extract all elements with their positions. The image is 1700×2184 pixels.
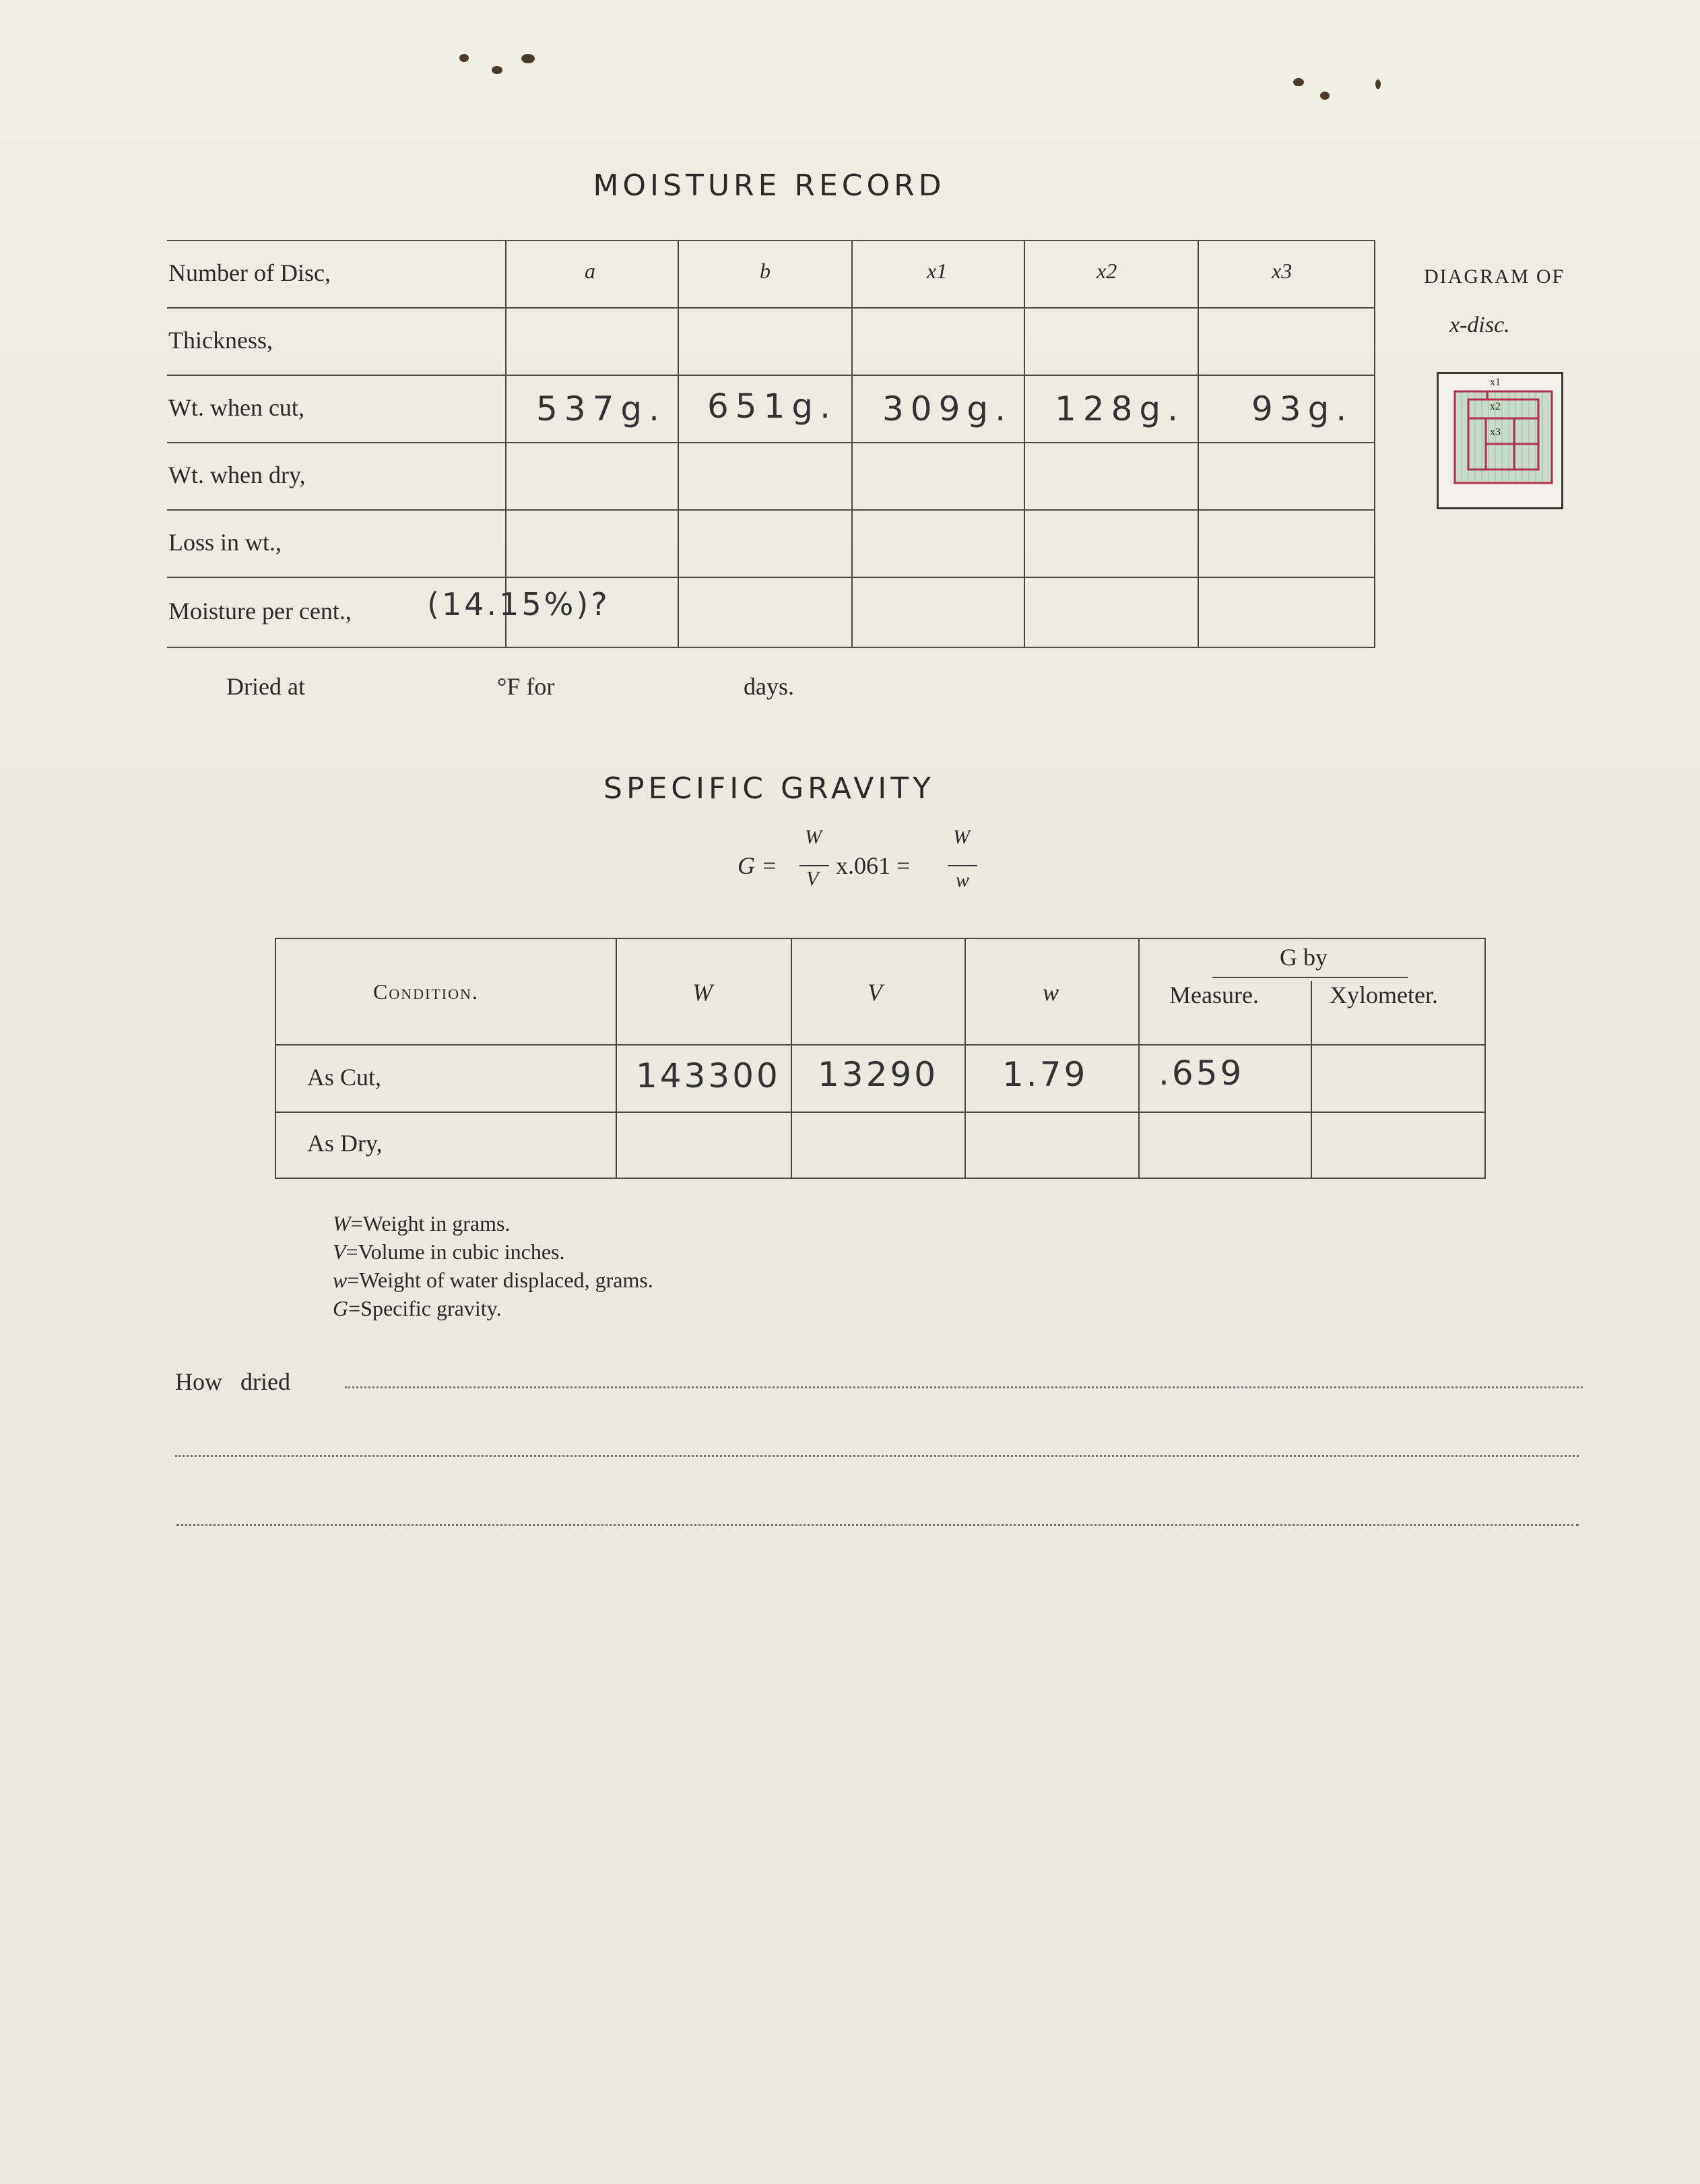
diagram-label-x3: x3 [1490, 426, 1501, 438]
column-header-a: a [585, 259, 595, 283]
table-rule [1374, 240, 1375, 648]
fraction-bar [799, 865, 829, 866]
table-rule [1311, 981, 1312, 1179]
cell-as-cut-water: 1.79 [1002, 1055, 1088, 1094]
column-header-x3: x3 [1272, 259, 1293, 283]
legend-symbol: V [333, 1240, 346, 1264]
column-header-x1: x1 [927, 259, 948, 283]
degrees-label: °F for [497, 673, 555, 700]
g-by-header: G by [1280, 944, 1328, 971]
moisture-note: (14.15%)? [427, 586, 610, 622]
table-rule [275, 1044, 1486, 1046]
cell-weight-cut-a: 537g. [536, 389, 667, 428]
cell-as-cut-measure: .659 [1158, 1054, 1245, 1093]
formula-g: G = [738, 852, 778, 879]
weight-header: W [692, 979, 713, 1006]
stain [1293, 78, 1304, 86]
table-rule [1138, 938, 1140, 1179]
legend-text: =Weight of water displaced, grams. [347, 1268, 653, 1292]
table-rule [1484, 938, 1486, 1179]
table-rule [167, 647, 1375, 648]
table-rule [167, 442, 1375, 443]
cell-weight-cut-x1: 309g. [882, 389, 1013, 428]
table-rule [1024, 240, 1025, 648]
dried-at-label: Dried at [226, 673, 305, 700]
diagram-label-x2: x2 [1490, 401, 1501, 412]
table-rule [1198, 240, 1199, 648]
volume-header: V [868, 979, 882, 1006]
diagram-subtitle: x-disc. [1449, 313, 1510, 338]
legend-item [333, 1296, 502, 1321]
table-rule [678, 240, 679, 648]
cell-weight-cut-b: 651g. [707, 387, 838, 426]
row-label: Wt. when cut, [168, 394, 304, 421]
legend-text: =Specific gravity. [348, 1296, 502, 1320]
row-label: Loss in wt., [168, 529, 282, 556]
legend-symbol: G [333, 1296, 349, 1320]
table-rule [167, 375, 1375, 376]
row-label: Wt. when dry, [168, 461, 306, 488]
moisture-table [167, 240, 1375, 649]
stain [492, 66, 502, 74]
fraction-bar-2 [948, 865, 977, 866]
formula-numerator: W [805, 826, 822, 848]
legend-symbol: w [333, 1268, 348, 1292]
legend-text: =Weight in grams. [350, 1211, 511, 1235]
x-disc-diagram [1437, 372, 1563, 509]
legend-item [333, 1211, 510, 1236]
formula-numerator-2: W [953, 826, 970, 848]
diagram-label-x1: x1 [1490, 377, 1501, 388]
stain [521, 54, 535, 63]
stain [459, 54, 469, 62]
cell-as-cut-weight: 143300 [636, 1056, 781, 1095]
table-rule [275, 1178, 1486, 1179]
how-dried-line [345, 1386, 1583, 1388]
cell-weight-cut-x2: 128g. [1055, 389, 1185, 428]
water-header: w [1043, 979, 1059, 1006]
legend-item [333, 1268, 653, 1293]
table-rule [167, 240, 1375, 241]
measure-header: Measure. [1169, 982, 1259, 1008]
table-rule [1212, 977, 1408, 978]
x-disc-drawing [1439, 374, 1561, 507]
moisture-record-title: MOISTURE RECORD [593, 168, 946, 203]
table-rule [965, 938, 966, 1179]
stain [1320, 92, 1330, 100]
table-rule [167, 509, 1375, 511]
legend-text: =Volume in cubic inches. [346, 1240, 565, 1264]
table-rule [167, 307, 1375, 309]
formula-denominator: V [806, 868, 819, 890]
days-label: days. [744, 673, 794, 700]
how-dried-line [176, 1524, 1579, 1526]
cell-as-cut-volume: 13290 [818, 1055, 939, 1094]
condition-header: Condition. [373, 979, 479, 1004]
legend-item [333, 1240, 565, 1264]
row-label: Number of Disc, [168, 259, 331, 286]
formula-constant: x.061 = [836, 852, 911, 879]
cell-weight-cut-x3: 93g. [1251, 389, 1354, 428]
table-rule [851, 240, 853, 648]
table-rule [791, 938, 792, 1179]
condition-as-dry: As Dry, [307, 1130, 383, 1157]
how-dried-label: How dried [175, 1368, 290, 1395]
specific-gravity-table [275, 938, 1486, 1180]
table-rule [167, 577, 1375, 578]
xylometer-header: Xylometer. [1330, 982, 1438, 1008]
table-rule [275, 938, 276, 1179]
condition-as-cut: As Cut, [307, 1064, 382, 1091]
table-rule [275, 1112, 1486, 1113]
specific-gravity-title: SPECIFIC GRAVITY [603, 771, 935, 806]
column-header-b: b [760, 259, 771, 283]
table-rule [616, 938, 617, 1179]
table-rule [275, 938, 1486, 939]
diagram-title: DIAGRAM OF [1424, 265, 1565, 288]
stain [1375, 79, 1381, 89]
row-label: Thickness, [168, 327, 273, 354]
column-header-x2: x2 [1097, 259, 1117, 283]
formula-denominator-2: w [956, 869, 970, 891]
row-label: Moisture per cent., [168, 598, 352, 624]
how-dried-line [175, 1455, 1579, 1457]
legend-symbol: W [333, 1211, 351, 1235]
